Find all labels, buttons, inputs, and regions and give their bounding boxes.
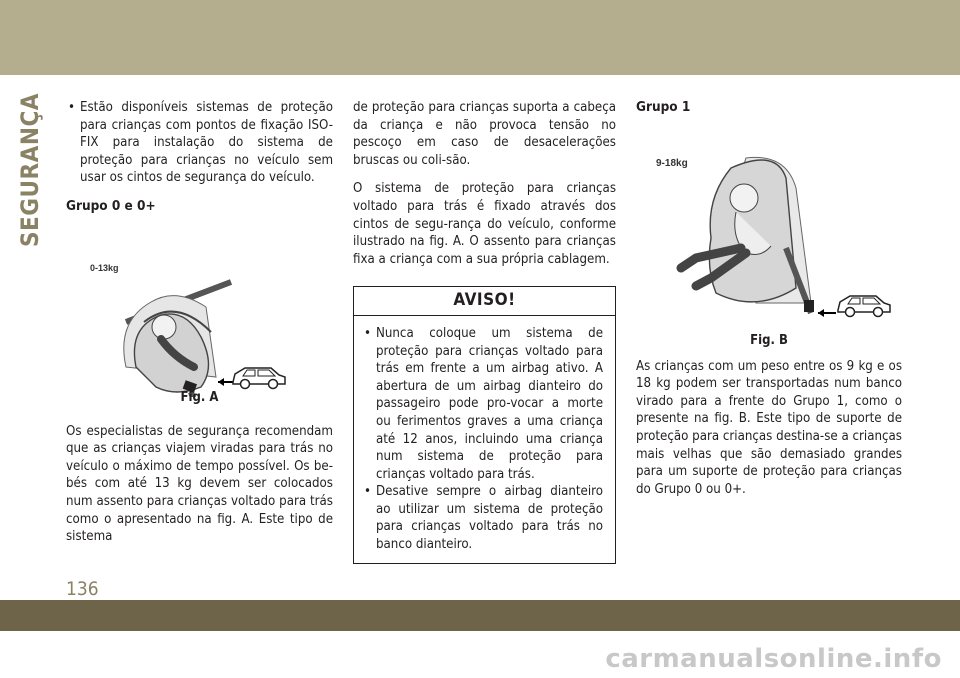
section-title: SEGURANÇA [16,92,44,248]
heading-grupo-0: Grupo 0 e 0+ [66,197,156,214]
isofix-bullet: • Estão disponíveis sistemas de proteção para crianças com pontos de fixação ISO-FIX para instalação do sistema de proteção para crianças no veículo sem usar os cintos de segurança do veículo. [66,99,333,187]
footer-band [0,600,960,631]
warning-box [353,286,616,563]
forward-facing-seat-illustration [636,128,902,328]
column-3 [636,99,902,509]
paragraph-grupo-1: As crianças com um peso entre os 9 kg e os 18 kg podem ser transportadas num banco virado para a frente do Grupo 1, como o presente na fig. B. Este tipo de suporte de proteção para crianças destina-se a crianças mais velhas que são demasiado grandes para um suporte de proteção para crianças do Grupo 0 ou 0+. [636,358,902,497]
figure-a [66,227,333,409]
figure-b [636,128,902,348]
rear-facing-seat-illustration [66,227,333,397]
column-1 [66,99,333,557]
car-icon [838,296,890,317]
figure-b-weight-label: 9-18kg [656,157,688,169]
header-band [0,0,960,75]
paragraph-head-support: de proteção para crianças suporta a cabeça da criança e não provoca tensão no pescoço em caso de desacelerações bruscas ou coli-são. [353,100,616,168]
heading-grupo-1: Grupo 1 [636,99,691,115]
warning-title: AVISO! [354,287,615,316]
watermark: carmanualsonline.info [605,644,942,674]
figure-a-caption: Fig. A [180,389,219,405]
car-icon [233,368,285,389]
figure-b-caption: Fig. B [750,332,788,348]
page-number: 136 [66,578,99,600]
column-2 [353,99,616,564]
figure-a-weight-label: 0-13kg [90,262,119,273]
warning-bullet-2: • Desative sempre o airbag dianteiro ao utilizar um sistema de proteção para crianças voltado para trás no banco dianteiro. [362,483,603,553]
paragraph-rear-facing: Os especialistas de segurança recomendam que as crianças viajem viradas para trás no veículo o máximo de tempo possível. Os be-bés com até 13 kg devem ser colocados num assento para crianças voltado para trás como o apresentado na fig. A. Este tipo de sistema [66,423,333,545]
paragraph-belt-fixing: O sistema de proteção para crianças voltado para trás é fixado através dos cintos de segu-rança do veículo, conforme ilustrado na fig. A. O assento para crianças fixa a criança com a sua própria cablagem. [353,181,616,267]
warning-bullet-1: • Nunca coloque um sistema de proteção para crianças voltado para trás em frente a um airbag ativo. A abertura de um airbag dianteiro do passageiro pode pro-vocar a morte ou ferimentos graves a uma criança até 12 anos, incluindo uma criança num sistema de proteção para crianças voltado para trás. [362,325,603,483]
warning-body [354,316,615,563]
